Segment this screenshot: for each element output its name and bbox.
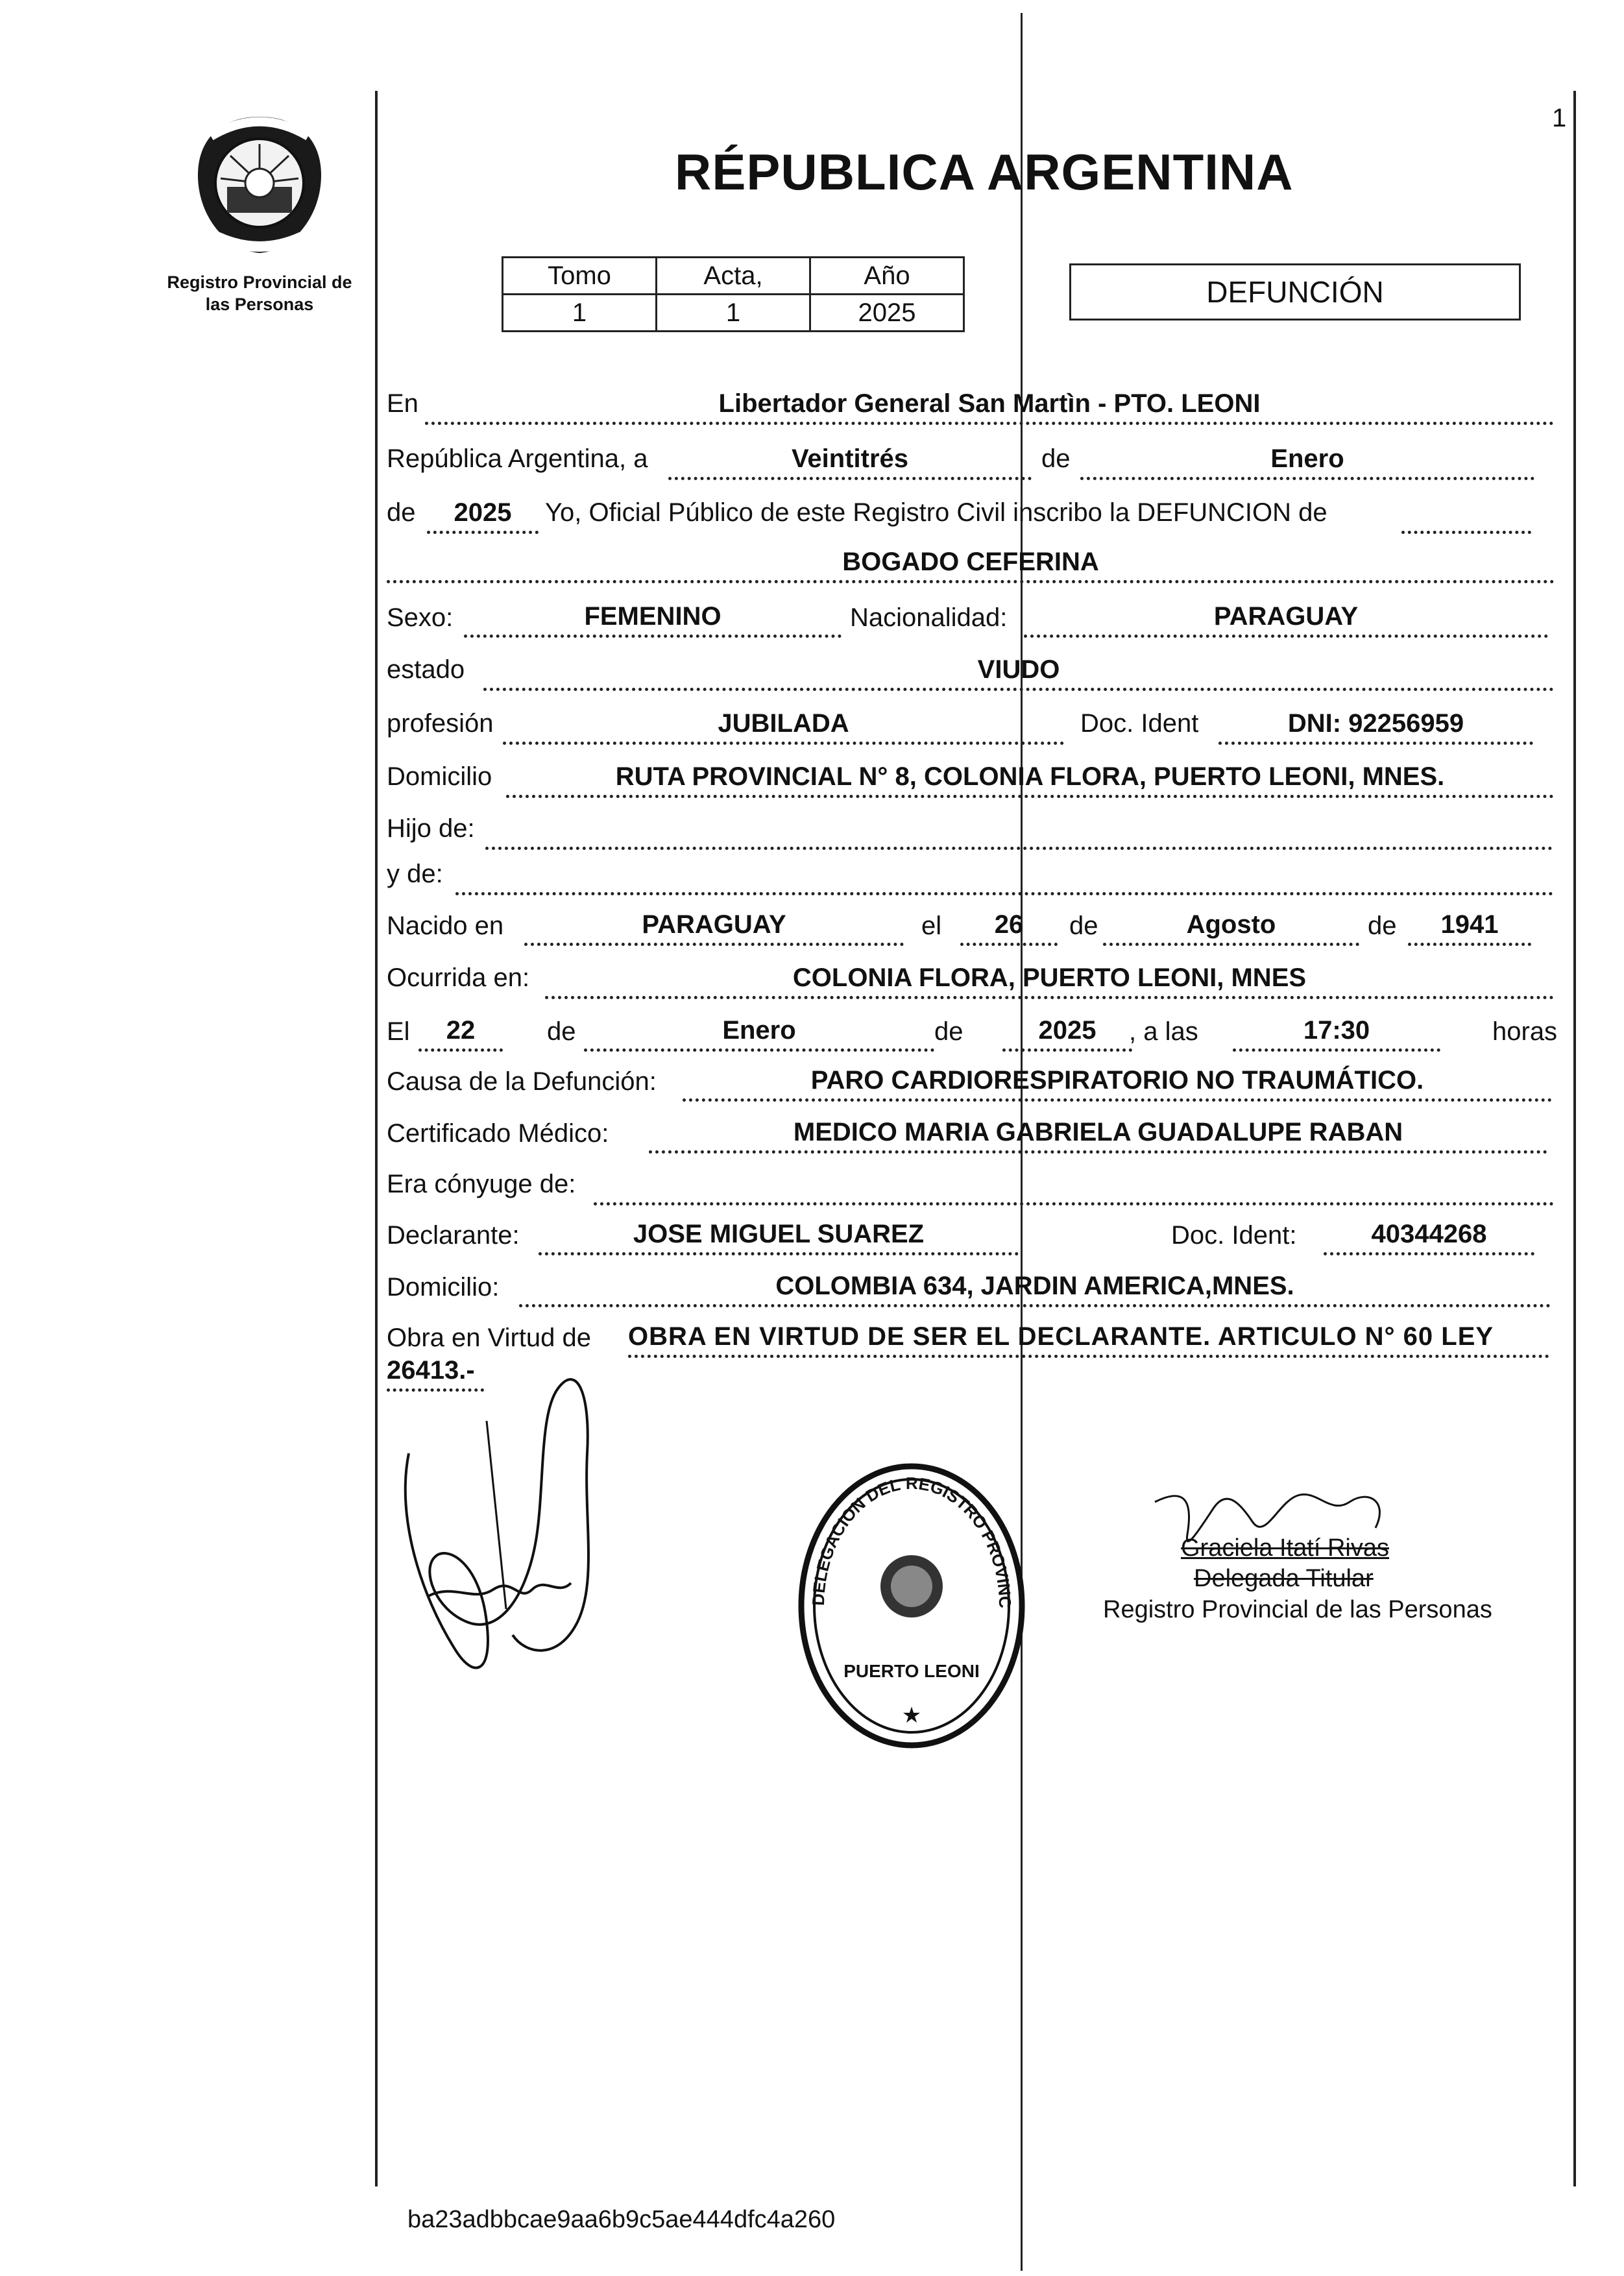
- official-role: Delegada Titular: [1194, 1565, 1374, 1592]
- value-estado: VIUDO: [483, 654, 1554, 691]
- value-yde: [455, 858, 1553, 895]
- label-doc2: Doc. Ident:: [1171, 1221, 1297, 1250]
- label-republica: República Argentina, a: [387, 444, 648, 473]
- value-sexo: FEMENINO: [464, 601, 842, 638]
- label-sexo: Sexo:: [387, 603, 454, 632]
- value-obra-cont: 26413.-: [387, 1355, 484, 1392]
- value-hijo: [485, 813, 1553, 850]
- header-tomo: Tomo: [503, 258, 657, 295]
- value-domicilio2: COLOMBIA 634, JARDIN AMERICA,MNES.: [519, 1270, 1551, 1307]
- value-profesion: JUBILADA: [503, 708, 1064, 745]
- stamp-outer-text: DELEGACION DEL REGISTRO PROVINC: [808, 1473, 1015, 1609]
- value-obra: OBRA EN VIRTUD DE SER EL DECLARANTE. ARTICULO N° 60 LEY: [628, 1321, 1549, 1358]
- value-birth-month: Agosto: [1103, 909, 1359, 946]
- header-ano: Año: [810, 258, 964, 295]
- document-type-box: [1069, 263, 1521, 321]
- left-margin-line: [375, 91, 378, 2186]
- label-doc: Doc. Ident: [1080, 709, 1199, 738]
- value-en: Libertador General San Martìn - PTO. LEONI: [425, 388, 1554, 425]
- value-ocurrida: COLONIA FLORA, PUERTO LEONI, MNES: [545, 962, 1554, 999]
- official-org: Registro Provincial de las Personas: [1103, 1596, 1492, 1623]
- label-hijo: Hijo de:: [387, 814, 475, 843]
- value-month: Enero: [1080, 443, 1534, 480]
- oficial-text: Yo, Oficial Público de este Registro Civil inscribo la DEFUNCION de: [545, 498, 1327, 527]
- label-domicilio2: Domicilio:: [387, 1273, 500, 1301]
- value-ano: 2025: [810, 295, 964, 332]
- label-alas: , a las: [1129, 1017, 1198, 1046]
- label-nacido: Nacido en: [387, 912, 504, 940]
- label-el2: El: [387, 1017, 410, 1046]
- value-tomo: 1: [503, 295, 657, 332]
- value-nacionalidad: PARAGUAY: [1024, 601, 1548, 638]
- value-domicilio: RUTA PROVINCIAL N° 8, COLONIA FLORA, PUERTO LEONI, MNES.: [506, 761, 1554, 798]
- label-yde: y de:: [387, 860, 443, 888]
- page-number: 1: [1552, 104, 1567, 132]
- label-declarante: Declarante:: [387, 1221, 520, 1250]
- value-day: Veintitrés: [668, 443, 1032, 480]
- document-hash: ba23adbbcae9aa6b9c5ae444dfc4a260: [407, 2206, 836, 2233]
- value-certificado: MEDICO MARIA GABRIELA GUADALUPE RABAN: [649, 1117, 1547, 1154]
- label-en: En: [387, 389, 418, 418]
- stamp-inner-text: PUERTO LEONI: [843, 1661, 980, 1681]
- value-causa: PARO CARDIORESPIRATORIO NO TRAUMÁTICO.: [683, 1065, 1552, 1102]
- value-death-day: 22: [418, 1015, 503, 1052]
- header-acta: Acta,: [657, 258, 810, 295]
- label-de5: de: [547, 1017, 576, 1046]
- registry-stamp: [795, 1450, 1028, 1749]
- value-conyuge: [594, 1168, 1554, 1205]
- province-seal: [191, 110, 328, 260]
- value-oficial-blank: [1401, 497, 1531, 534]
- label-estado: estado: [387, 655, 465, 684]
- value-death-year: 2025: [1002, 1015, 1132, 1052]
- value-declarante: JOSE MIGUEL SUAREZ: [539, 1218, 1019, 1255]
- label-causa: Causa de la Defunción:: [387, 1067, 657, 1096]
- page-title: RÉPUBLICA ARGENTINA: [675, 143, 1294, 200]
- label-nacionalidad: Nacionalidad:: [850, 603, 1008, 632]
- value-death-time: 17:30: [1233, 1015, 1440, 1052]
- value-acta: 1: [657, 295, 810, 332]
- value-doc2: 40344268: [1324, 1218, 1534, 1255]
- label-de: de: [1041, 444, 1071, 473]
- official-name: Graciela Itatí Rivas: [1181, 1534, 1389, 1562]
- label-ocurrida: Ocurrida en:: [387, 963, 530, 992]
- registry-name: Registro Provincial de las Personas: [167, 272, 352, 314]
- label-de3: de: [1069, 912, 1098, 940]
- declarant-signature: [396, 1350, 610, 1700]
- label-obra: Obra en Virtud de: [387, 1324, 592, 1352]
- label-horas: horas: [1492, 1017, 1558, 1046]
- value-year: 2025: [427, 497, 539, 534]
- label-domicilio: Domicilio: [387, 762, 492, 791]
- value-doc: DNI: 92256959: [1218, 708, 1533, 745]
- label-de2: de: [387, 498, 416, 527]
- svg-text:★: ★: [901, 1703, 922, 1728]
- label-de4: de: [1368, 912, 1397, 940]
- value-birth-year: 1941: [1408, 909, 1531, 946]
- label-de6: de: [934, 1017, 963, 1046]
- label-certificado: Certificado Médico:: [387, 1119, 609, 1148]
- label-el: el: [921, 912, 942, 940]
- right-margin-line: [1573, 91, 1576, 2186]
- value-death-month: Enero: [584, 1015, 934, 1052]
- label-profesion: profesión: [387, 709, 494, 738]
- document-type: DEFUNCIÓN: [1206, 275, 1384, 309]
- label-conyuge: Era cónyuge de:: [387, 1170, 576, 1198]
- value-birth-day: 26: [960, 909, 1058, 946]
- record-table: [502, 256, 965, 332]
- value-name: BOGADO CEFERINA: [387, 546, 1555, 583]
- value-nacido: PARAGUAY: [524, 909, 904, 946]
